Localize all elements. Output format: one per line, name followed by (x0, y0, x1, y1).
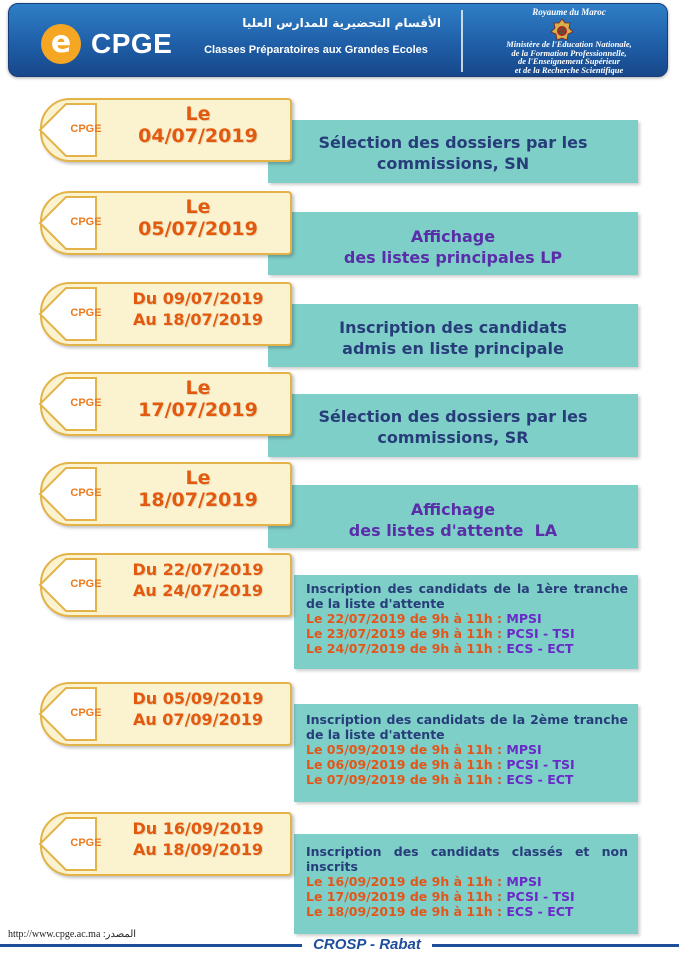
date-line: Du 16/09/2019 (132, 819, 264, 838)
timeline-row (0, 810, 679, 934)
schedule-line (306, 772, 628, 787)
schedule-track: MPSI (506, 742, 542, 757)
schedule-date: Le 23/07/2019 de 9h à 11h : (306, 626, 503, 641)
event-text: commissions, SN (376, 154, 530, 173)
event-heading: Inscription des candidats de la 2ème tranche de la liste d'attente (306, 712, 628, 742)
date-line: 04/07/2019 (138, 125, 258, 147)
event-text: Sélection des dossiers par les (318, 133, 588, 152)
event-text: Affichage (410, 500, 496, 519)
date-label (108, 818, 288, 860)
header-divider (461, 10, 463, 72)
schedule-track: PCSI - TSI (506, 889, 575, 904)
page-header (8, 3, 668, 77)
ministry-line: Ministère de l'Education Nationale, (506, 39, 632, 49)
date-label (108, 688, 288, 730)
schedule-line (306, 641, 628, 656)
timeline-row (0, 460, 679, 552)
event-box (268, 304, 638, 367)
schedule-date: Le 17/09/2019 de 9h à 11h : (306, 889, 503, 904)
timeline-row (0, 370, 679, 462)
event-heading: Inscription des candidats de la 1ère tranche de la liste d'attente (306, 581, 628, 611)
event-text: des listes d'attente LA (348, 521, 558, 540)
event-text: commissions, SR (377, 428, 529, 447)
event-box (268, 212, 638, 275)
date-label (108, 288, 288, 330)
event-box (294, 834, 638, 934)
event-box (268, 120, 638, 183)
timeline-row (0, 551, 679, 669)
date-label (108, 559, 288, 601)
date-label (108, 196, 288, 240)
ministry-name (471, 40, 667, 74)
event-text: admis en liste principale (342, 339, 564, 358)
event-text: Sélection des dossiers par les (318, 407, 588, 426)
schedule-date: Le 06/09/2019 de 9h à 11h : (306, 757, 503, 772)
ministry-line: de la Formation Professionnelle, (511, 47, 627, 58)
royaume-label: Royaume du Maroc (532, 7, 606, 17)
schedule-line (306, 742, 628, 757)
schedule-date: Le 24/07/2019 de 9h à 11h : (306, 641, 503, 656)
event-box (268, 394, 638, 457)
date-label (108, 103, 288, 147)
cpge-tag: CPGE (70, 397, 102, 409)
date-line: Au 24/07/2019 (132, 581, 264, 600)
date-line: Au 07/09/2019 (132, 710, 264, 729)
schedule-track: ECS - ECT (506, 772, 574, 787)
schedule-track: PCSI - TSI (506, 757, 575, 772)
schedule-line (306, 611, 628, 626)
date-label (108, 377, 288, 421)
schedule-date: Le 07/09/2019 de 9h à 11h : (306, 772, 503, 787)
schedule-date: Le 16/09/2019 de 9h à 11h : (306, 874, 503, 889)
date-line: Du 05/09/2019 (132, 689, 264, 708)
event-text: Inscription des candidats (339, 318, 567, 337)
date-line: Le (185, 467, 211, 489)
timeline-row (0, 280, 679, 372)
footer-credit: CROSP - Rabat (313, 936, 421, 953)
event-box (268, 485, 638, 548)
footer-divider (0, 944, 302, 947)
source-url: http://www.cpge.ac.ma :المصدر (8, 929, 137, 940)
schedule-track: ECS - ECT (506, 904, 574, 919)
ministry-line: et de la Recherche Scientifique (514, 64, 624, 75)
schedule-track: PCSI - TSI (506, 626, 575, 641)
date-line: Au 18/07/2019 (132, 310, 264, 329)
schedule-line (306, 757, 628, 772)
schedule-track: MPSI (506, 874, 542, 889)
cpge-tag: CPGE (70, 487, 102, 499)
date-line: 05/07/2019 (138, 218, 258, 240)
cpge-tag: CPGE (70, 837, 102, 849)
timeline-row (0, 680, 679, 802)
ministry-line: de l'Enseignement Supérieur (517, 56, 620, 66)
date-line: 17/07/2019 (138, 399, 258, 421)
timeline-row (0, 96, 679, 188)
date-line: Le (185, 103, 211, 125)
header-title-french: Classes Préparatoires aux Grandes Ecoles (204, 44, 428, 56)
cpge-logo-icon: e (41, 24, 81, 64)
timeline-row (0, 189, 679, 281)
schedule-line (306, 889, 628, 904)
date-label (108, 467, 288, 511)
cpge-tag: CPGE (70, 578, 102, 590)
footer-divider (432, 944, 679, 947)
schedule-line (306, 626, 628, 641)
event-box (294, 575, 638, 669)
header-title-arabic: الأقسام التحضيرية للمدارس العليا (242, 16, 441, 30)
schedule-date: Le 22/07/2019 de 9h à 11h : (306, 611, 503, 626)
event-box (294, 704, 638, 802)
date-line: Le (185, 196, 211, 218)
schedule-track: MPSI (506, 611, 542, 626)
event-heading: Inscription des candidats classés et non inscrits (306, 844, 628, 874)
event-text: Affichage (410, 227, 496, 246)
date-line: Au 18/09/2019 (132, 840, 264, 859)
date-line: Du 22/07/2019 (132, 560, 264, 579)
schedule-track: ECS - ECT (506, 641, 574, 656)
schedule-date: Le 05/09/2019 de 9h à 11h : (306, 742, 503, 757)
logo-text: CPGE (91, 28, 173, 59)
date-line: 18/07/2019 (138, 489, 258, 511)
cpge-tag: CPGE (70, 216, 102, 228)
schedule-line (306, 874, 628, 889)
cpge-tag: CPGE (70, 123, 102, 135)
date-line: Du 09/07/2019 (132, 289, 264, 308)
event-text: des listes principales LP (343, 248, 563, 267)
schedule-date: Le 18/09/2019 de 9h à 11h : (306, 904, 503, 919)
cpge-tag: CPGE (70, 707, 102, 719)
schedule-line (306, 904, 628, 919)
date-line: Le (185, 377, 211, 399)
cpge-tag: CPGE (70, 307, 102, 319)
